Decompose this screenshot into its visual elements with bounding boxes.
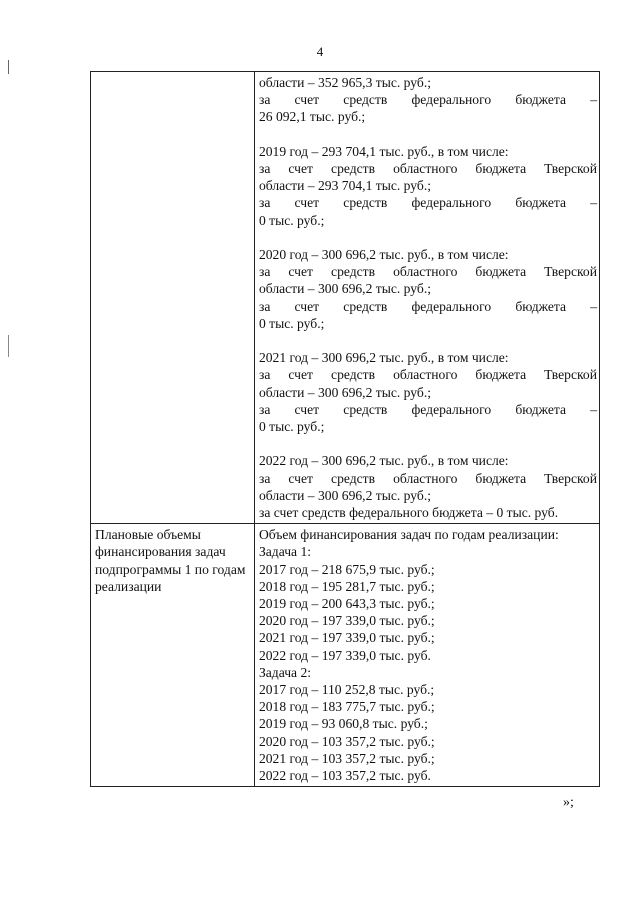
- task-year-line: 2022 год – 197 339,0 тыс. руб.: [258, 647, 431, 663]
- year-heading: 2020 год – 300 696,2 тыс. руб., в том числе:: [258, 247, 509, 262]
- task-label: Задача 1:: [258, 544, 312, 560]
- task-year-line: 2021 год – 103 357,2 тыс. руб.;: [258, 750, 435, 766]
- intro-regional-line: области – 352 965,3 тыс. руб.;: [258, 75, 431, 90]
- year-heading: 2019 год – 293 704,1 тыс. руб., в том числе:: [258, 143, 509, 159]
- row2-right-cell: [254, 524, 599, 787]
- spacer: [259, 126, 597, 143]
- federal-budget-line: за счет средств федерального бюджета – 0 тыс. руб.: [258, 505, 559, 521]
- intro-federal-label: за счет средств федерального бюджета –: [258, 92, 597, 108]
- task-year-line: 2021 год – 197 339,0 тыс. руб.;: [258, 630, 435, 646]
- federal-budget-value: 0 тыс. руб.;: [258, 419, 325, 435]
- regional-budget-value: области – 300 696,2 тыс. руб.;: [258, 281, 431, 297]
- budget-table: [90, 71, 600, 787]
- regional-budget-label: за счет средств областного бюджета Тверской: [258, 470, 597, 486]
- regional-budget-value: области – 293 704,1 тыс. руб.;: [258, 178, 431, 194]
- task-year-line: 2018 год – 195 281,7 тыс. руб.;: [258, 578, 435, 594]
- row2-left-cell: [91, 524, 255, 787]
- year-heading: 2021 год – 300 696,2 тыс. руб., в том числе:: [258, 350, 509, 366]
- row1-right-cell: [254, 72, 599, 524]
- spacer: [259, 435, 597, 452]
- table-row: [91, 72, 600, 524]
- regional-budget-label: за счет средств областного бюджета Тверской: [258, 161, 597, 176]
- spacer: [259, 229, 597, 246]
- task-year-line: 2020 год – 197 339,0 тыс. руб.;: [258, 613, 435, 629]
- task-year-line: 2018 год – 183 775,7 тыс. руб.;: [258, 699, 435, 715]
- row1-left-cell: [91, 72, 255, 524]
- row2-left-label: Плановые объемы финансирования задач подпрограммы 1 по годам реализации: [95, 527, 246, 594]
- margin-mark: [8, 335, 9, 357]
- task-year-line: 2019 год – 200 643,3 тыс. руб.;: [258, 596, 435, 612]
- table-row: [91, 524, 600, 787]
- spacer: [259, 332, 597, 349]
- federal-budget-label: за счет средств федерального бюджета –: [258, 298, 597, 314]
- task-year-line: 2020 год – 103 357,2 тыс. руб.;: [258, 733, 435, 749]
- task-label: Задача 2:: [258, 664, 312, 680]
- task-year-line: 2019 год – 93 060,8 тыс. руб.;: [258, 716, 428, 732]
- intro-federal-value: 26 092,1 тыс. руб.;: [258, 109, 366, 125]
- tasks-heading: Объем финансирования задач по годам реализации:: [258, 527, 559, 543]
- margin-mark: [8, 60, 9, 74]
- regional-budget-value: области – 300 696,2 тыс. руб.;: [258, 487, 431, 503]
- task-year-line: 2017 год – 218 675,9 тыс. руб.;: [258, 561, 435, 577]
- year-heading: 2022 год – 300 696,2 тыс. руб., в том числе:: [258, 453, 509, 469]
- federal-budget-value: 0 тыс. руб.;: [258, 315, 325, 331]
- federal-budget-value: 0 тыс. руб.;: [258, 212, 325, 228]
- federal-budget-label: за счет средств федерального бюджета –: [258, 195, 597, 211]
- task-year-line: 2022 год – 103 357,2 тыс. руб.: [258, 768, 431, 784]
- task-year-line: 2017 год – 110 252,8 тыс. руб.;: [258, 682, 435, 698]
- regional-budget-label: за счет средств областного бюджета Тверской: [258, 264, 597, 280]
- regional-budget-value: области – 300 696,2 тыс. руб.;: [258, 384, 431, 400]
- page-number: 4: [316, 44, 324, 59]
- regional-budget-label: за счет средств областного бюджета Тверской: [258, 367, 597, 383]
- federal-budget-label: за счет средств федерального бюджета –: [258, 401, 597, 417]
- closing-quote: »;: [563, 795, 574, 810]
